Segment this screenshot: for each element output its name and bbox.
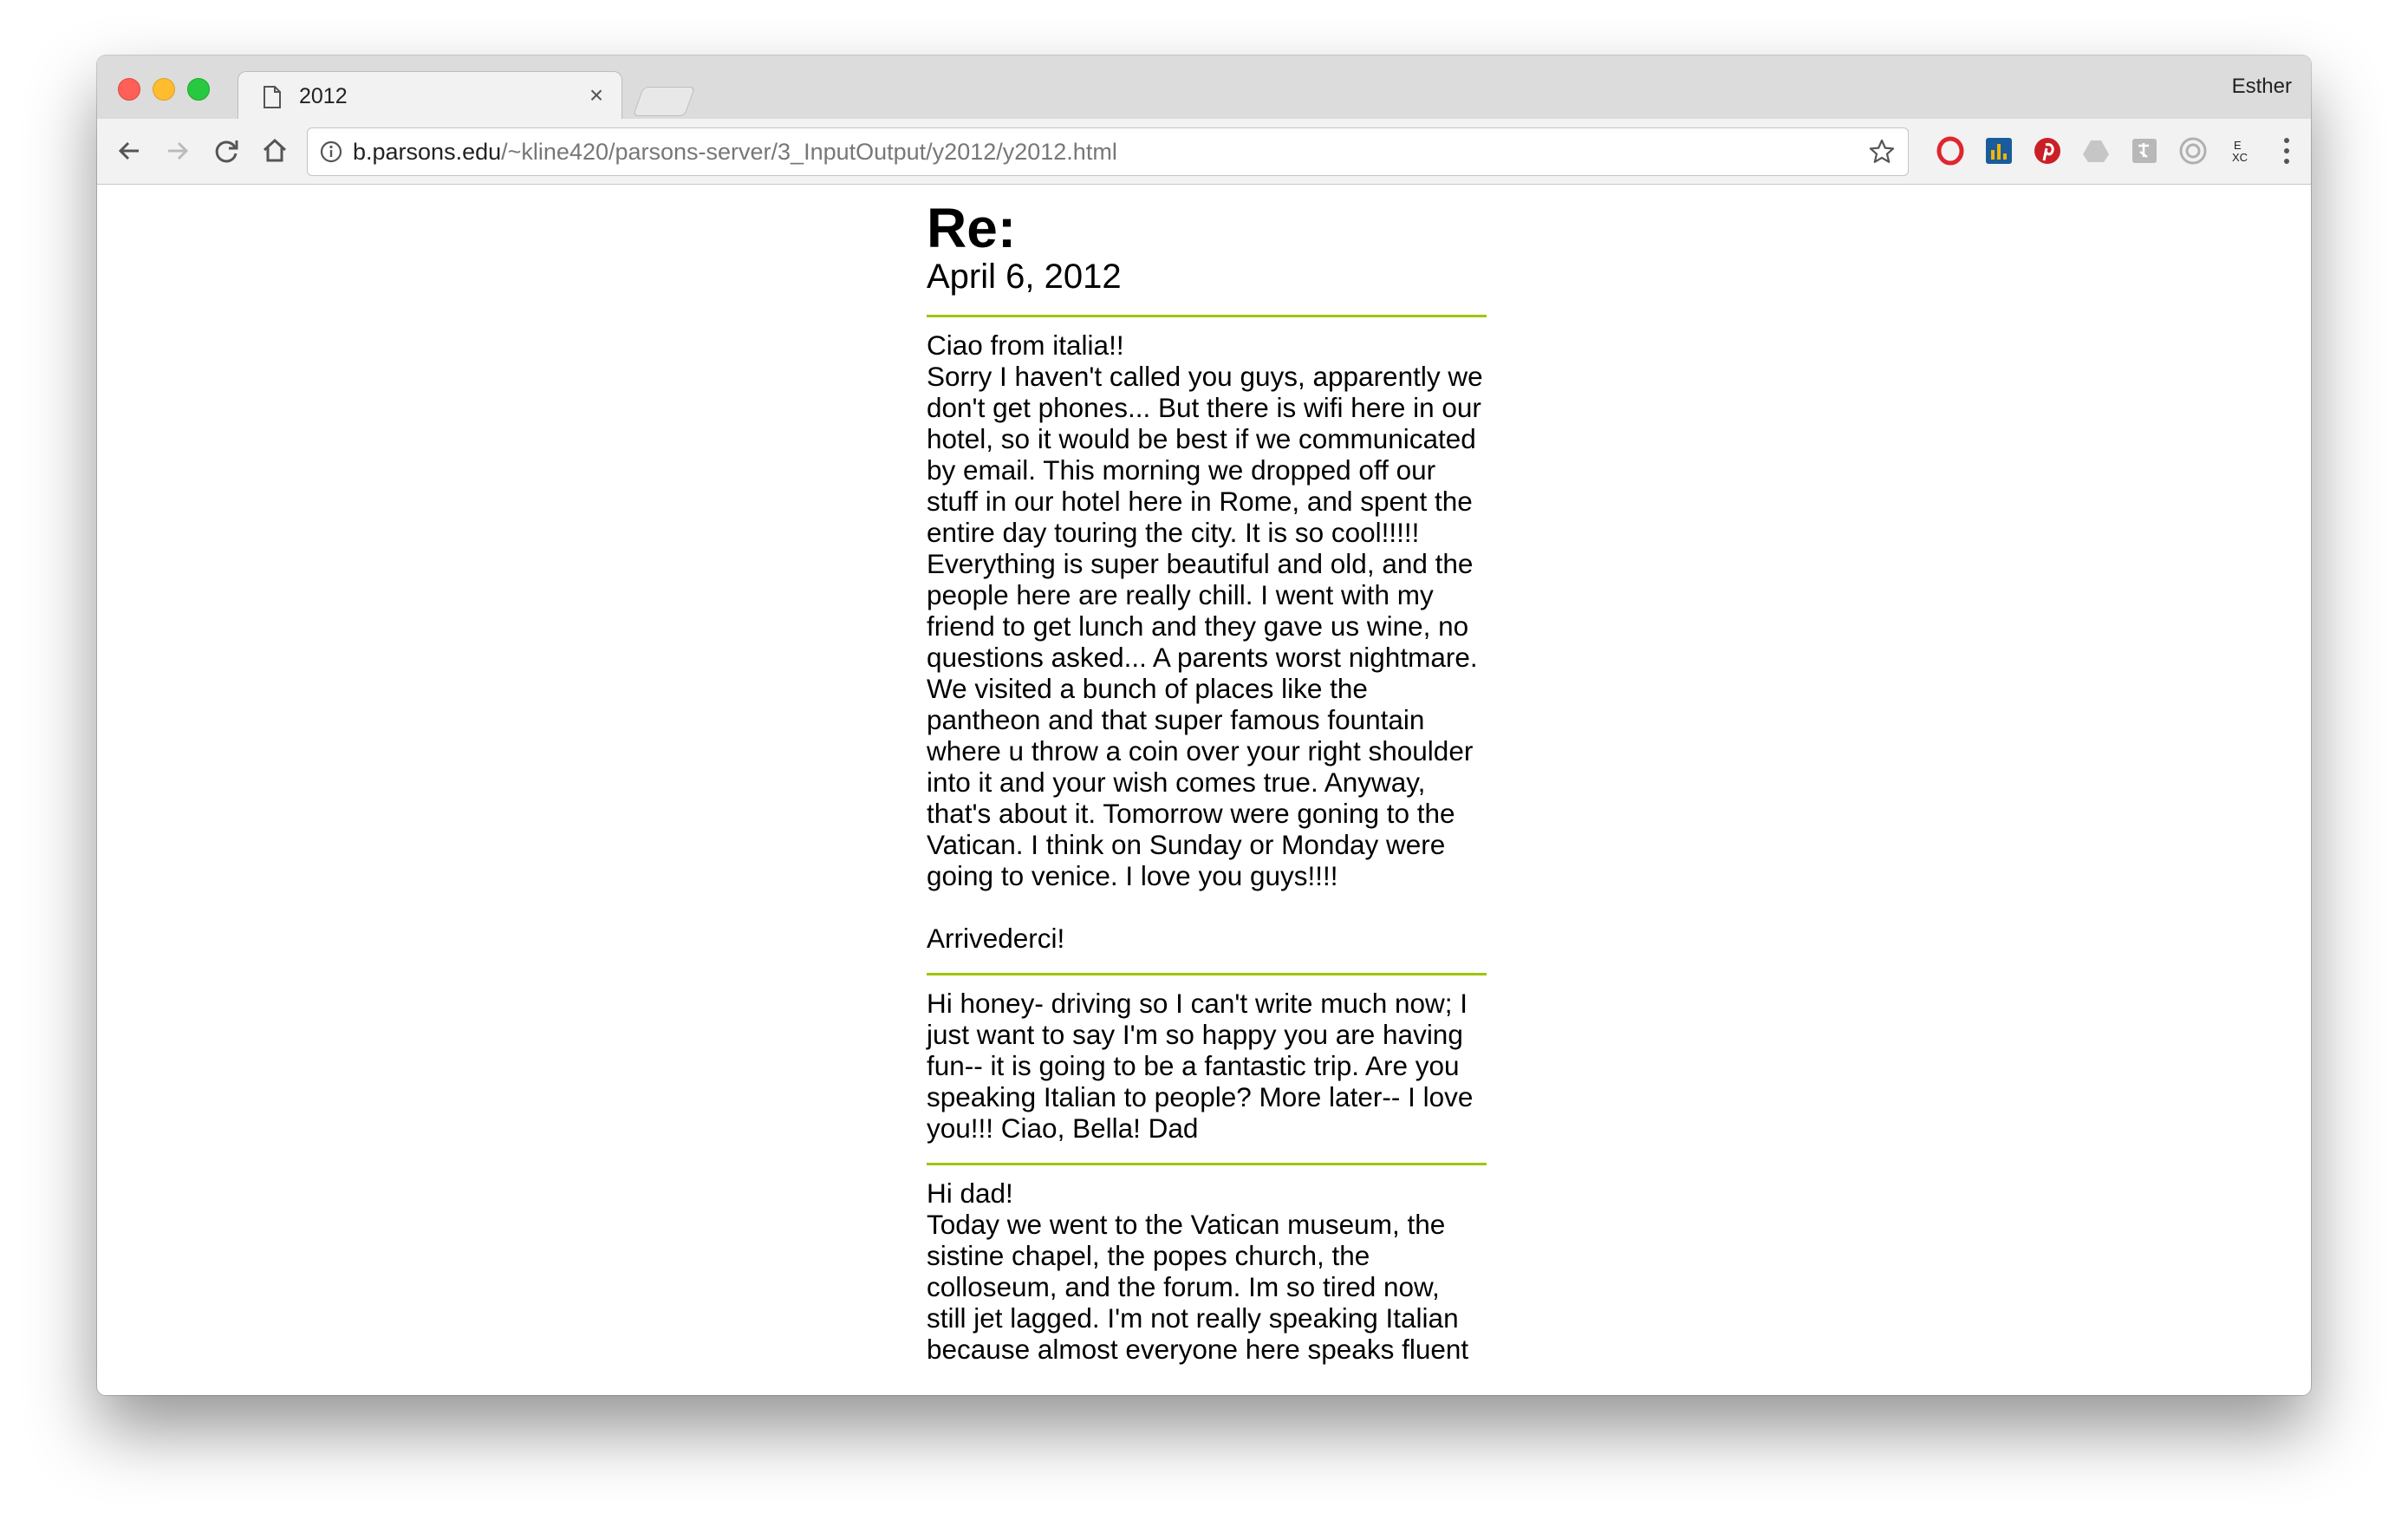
- tab-title: 2012: [299, 84, 348, 108]
- tab-close-icon[interactable]: ×: [589, 82, 604, 108]
- back-icon[interactable]: [111, 133, 147, 169]
- pinterest-icon[interactable]: [2033, 136, 2062, 166]
- opera-icon[interactable]: [1936, 136, 1965, 166]
- chart-extension-icon[interactable]: [1984, 136, 2014, 166]
- divider: [927, 973, 1487, 975]
- forward-icon[interactable]: [159, 133, 196, 169]
- url-text[interactable]: [353, 139, 1117, 166]
- page-content: [97, 185, 2311, 1395]
- divider: [927, 315, 1487, 317]
- divider: [927, 1163, 1487, 1165]
- xc-extension-icon[interactable]: [2227, 136, 2256, 166]
- svg-text:XC: XC: [2232, 151, 2249, 164]
- zoom-window-button[interactable]: [187, 78, 210, 101]
- message-body: Hi honey- driving so I can't write much now; I just want to say I'm so happy you are having fun-- it is going to be a fantastic trip. Are you speaking Italian to people? More later-- I love you!!! Ciao, Bella! Dad: [927, 988, 1474, 1144]
- svg-text:E: E: [2234, 139, 2242, 152]
- url-host: b.parsons.edu: [353, 139, 502, 165]
- reload-icon[interactable]: [208, 133, 244, 169]
- tab-2012[interactable]: [238, 71, 622, 121]
- drive-icon[interactable]: [2081, 136, 2111, 166]
- profile-name[interactable]: Esther: [2231, 75, 2292, 98]
- message-body: Hi dad! Today we went to the Vatican museum, the sistine chapel, the popes church, the colloseum, and the forum. Im so tired now, still jet lagged. I'm not really speaking Italian because almost everyone here speaks fluent: [927, 1177, 1469, 1365]
- bookmark-star-icon[interactable]: [1868, 138, 1896, 166]
- info-icon[interactable]: [320, 140, 342, 163]
- translate-icon[interactable]: [2130, 136, 2159, 166]
- page-icon: [263, 86, 282, 108]
- menu-icon[interactable]: [2280, 136, 2294, 166]
- toolbar: [97, 119, 2311, 185]
- message-body: Ciao from italia!! Sorry I haven't called you guys, apparently we don't get phones... But there is wifi here in our hotel, so it would be best if we communicated by email. This morning we dropped off our stuff in our hotel here in Rome, and spent the entire day touring the city. It is so cool!!!!! Everything is super beautiful and old, and the people here are really chill. I went with my friend to get lunch and they gave us wine, no questions asked... A parents worst nightmare. We visited a bunch of places like the pantheon and that super famous fountain where u throw a coin over your right shoulder into it and your wish comes true. Anyway, that's about it. Tomorrow were goning to the Vatican. I think on Sunday or Monday were going to venice. I love you guys!!!! Arrivederci!: [927, 329, 1483, 954]
- sync-icon[interactable]: [2178, 136, 2208, 166]
- page-title: Re:: [927, 197, 1017, 259]
- new-tab-button[interactable]: [633, 87, 695, 116]
- address-bar[interactable]: [307, 127, 1909, 176]
- tab-strip: [97, 55, 2311, 119]
- minimize-window-button[interactable]: [153, 78, 175, 101]
- close-window-button[interactable]: [118, 78, 140, 101]
- post-date: April 6, 2012: [927, 258, 1122, 296]
- email-thread: [927, 185, 1487, 1365]
- home-icon[interactable]: [257, 133, 293, 169]
- browser-window: [97, 55, 2311, 1395]
- url-path: /~kline420/parsons-server/3_InputOutput/y2012/y2012.html: [501, 139, 1117, 165]
